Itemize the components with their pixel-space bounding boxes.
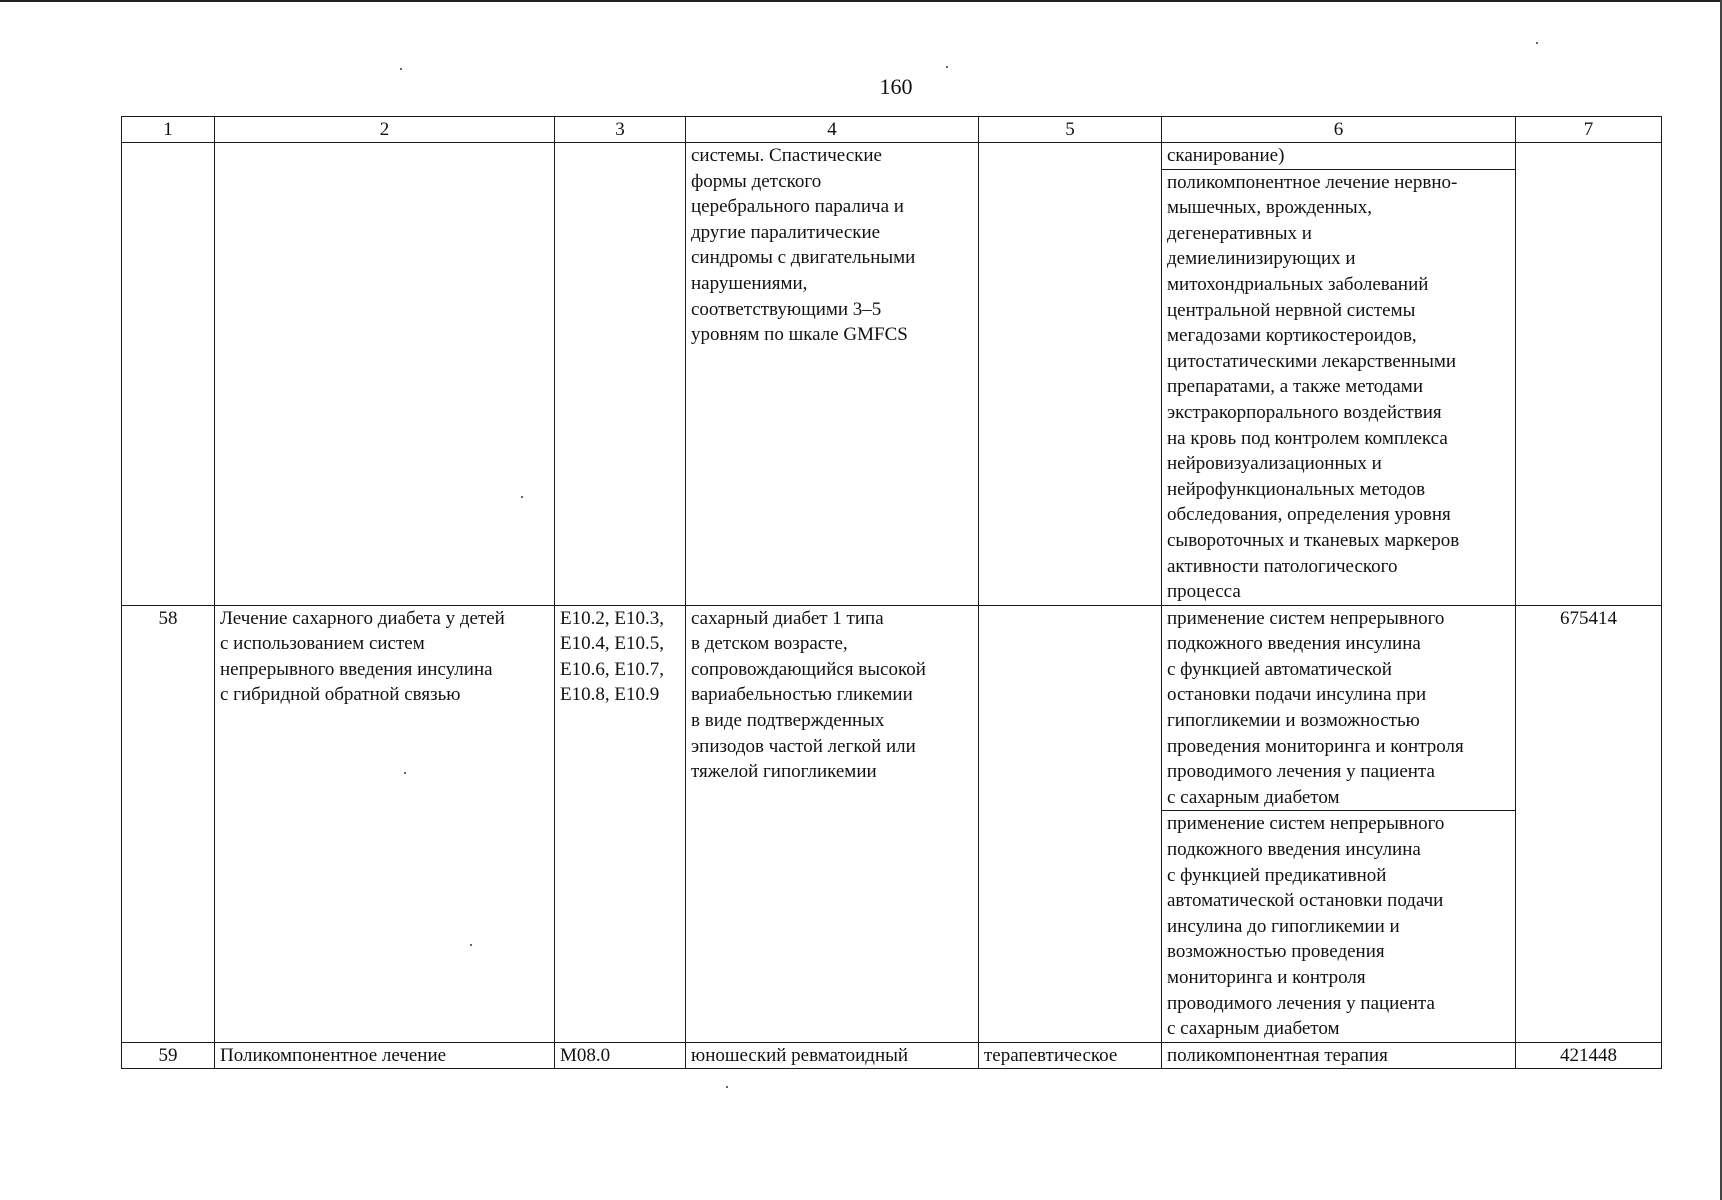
medical-care-table: [121, 116, 1662, 1069]
column-number-4: 4: [686, 117, 979, 143]
continuation-row: [122, 143, 1662, 170]
page-number: 160: [879, 74, 913, 99]
scan-speck: [946, 66, 948, 68]
care-type-name: Поликомпонентное лечение: [215, 1042, 555, 1069]
treatment-type: [979, 605, 1162, 1042]
column-number-2: 2: [215, 117, 555, 143]
column-number-7: 7: [1516, 117, 1662, 143]
continuation-cost-cell: [1516, 143, 1662, 606]
treatment-method: применение систем непрерывного подкожного введения инсулина с функцией предикативной автоматической остановки подачи инсулина до гипогликемии и возможностью проведения мониторинга и контроля проводимого лечения у пациента с сахарным диабетом: [1162, 811, 1516, 1042]
scan-speck: [726, 1086, 728, 1088]
table-row-58: [122, 605, 1662, 811]
icd-codes: E10.2, E10.3, E10.4, E10.5, E10.6, E10.7, E10.8, E10.9: [555, 605, 686, 1042]
standard-cost: 421448: [1516, 1042, 1662, 1069]
column-number-5: 5: [979, 117, 1162, 143]
care-type-name: Лечение сахарного диабета у детей с использованием систем непрерывного введения инсулина с гибридной обратной связью: [215, 605, 555, 1042]
scan-speck: [1536, 42, 1538, 44]
column-number-6: 6: [1162, 117, 1516, 143]
treatment-method: поликомпонентная терапия: [1162, 1042, 1516, 1069]
column-number-1: 1: [122, 117, 215, 143]
continuation-num-cell: [122, 143, 215, 606]
column-numbers-row: [122, 117, 1662, 143]
row-number: 58: [122, 605, 215, 1042]
treatment-type: терапевтическое: [979, 1042, 1162, 1069]
disease-model: сахарный диабет 1 типа в детском возрасте, сопровождающийся высокой вариабельностью гликемии в виде подтвержденных эпизодов частой легкой или тяжелой гипогликемии: [686, 605, 979, 1042]
continuation-method-cell: поликомпонентное лечение нервно- мышечных, врожденных, дегенеративных и демиелинизирующих и митохондриальных заболеваний центральной нервной системы мегадозами кортикостероидов, цитостатическими лекарственными препаратами, а также методами экстракорпорального воздействия на кровь под контролем комплекса нейровизуализационных и нейрофункциональных методов обследования, определения уровня сывороточных и тканевых маркеров активности патологического процесса: [1162, 169, 1516, 605]
continuation-method-cell: сканирование): [1162, 143, 1516, 170]
disease-model: юношеский ревматоидный: [686, 1042, 979, 1069]
row-number: 59: [122, 1042, 215, 1069]
icd-codes: M08.0: [555, 1042, 686, 1069]
continuation-name-cell: [215, 143, 555, 606]
scan-speck: [400, 68, 402, 70]
table-row-59: [122, 1042, 1662, 1069]
continuation-disease-cell: системы. Спастические формы детского церебрального паралича и другие паралитические синдромы с двигательными нарушениями, соответствующими 3–5 уровням по шкале GMFCS: [686, 143, 979, 606]
standard-cost: 675414: [1516, 605, 1662, 1042]
continuation-treatment-cell: [979, 143, 1162, 606]
column-number-3: 3: [555, 117, 686, 143]
scan-edge-top: [0, 0, 1722, 2]
treatment-method: применение систем непрерывного подкожного введения инсулина с функцией автоматической остановки подачи инсулина при гипогликемии и возможностью проведения мониторинга и контроля проводимого лечения у пациента с сахарным диабетом: [1162, 605, 1516, 811]
continuation-codes-cell: [555, 143, 686, 606]
